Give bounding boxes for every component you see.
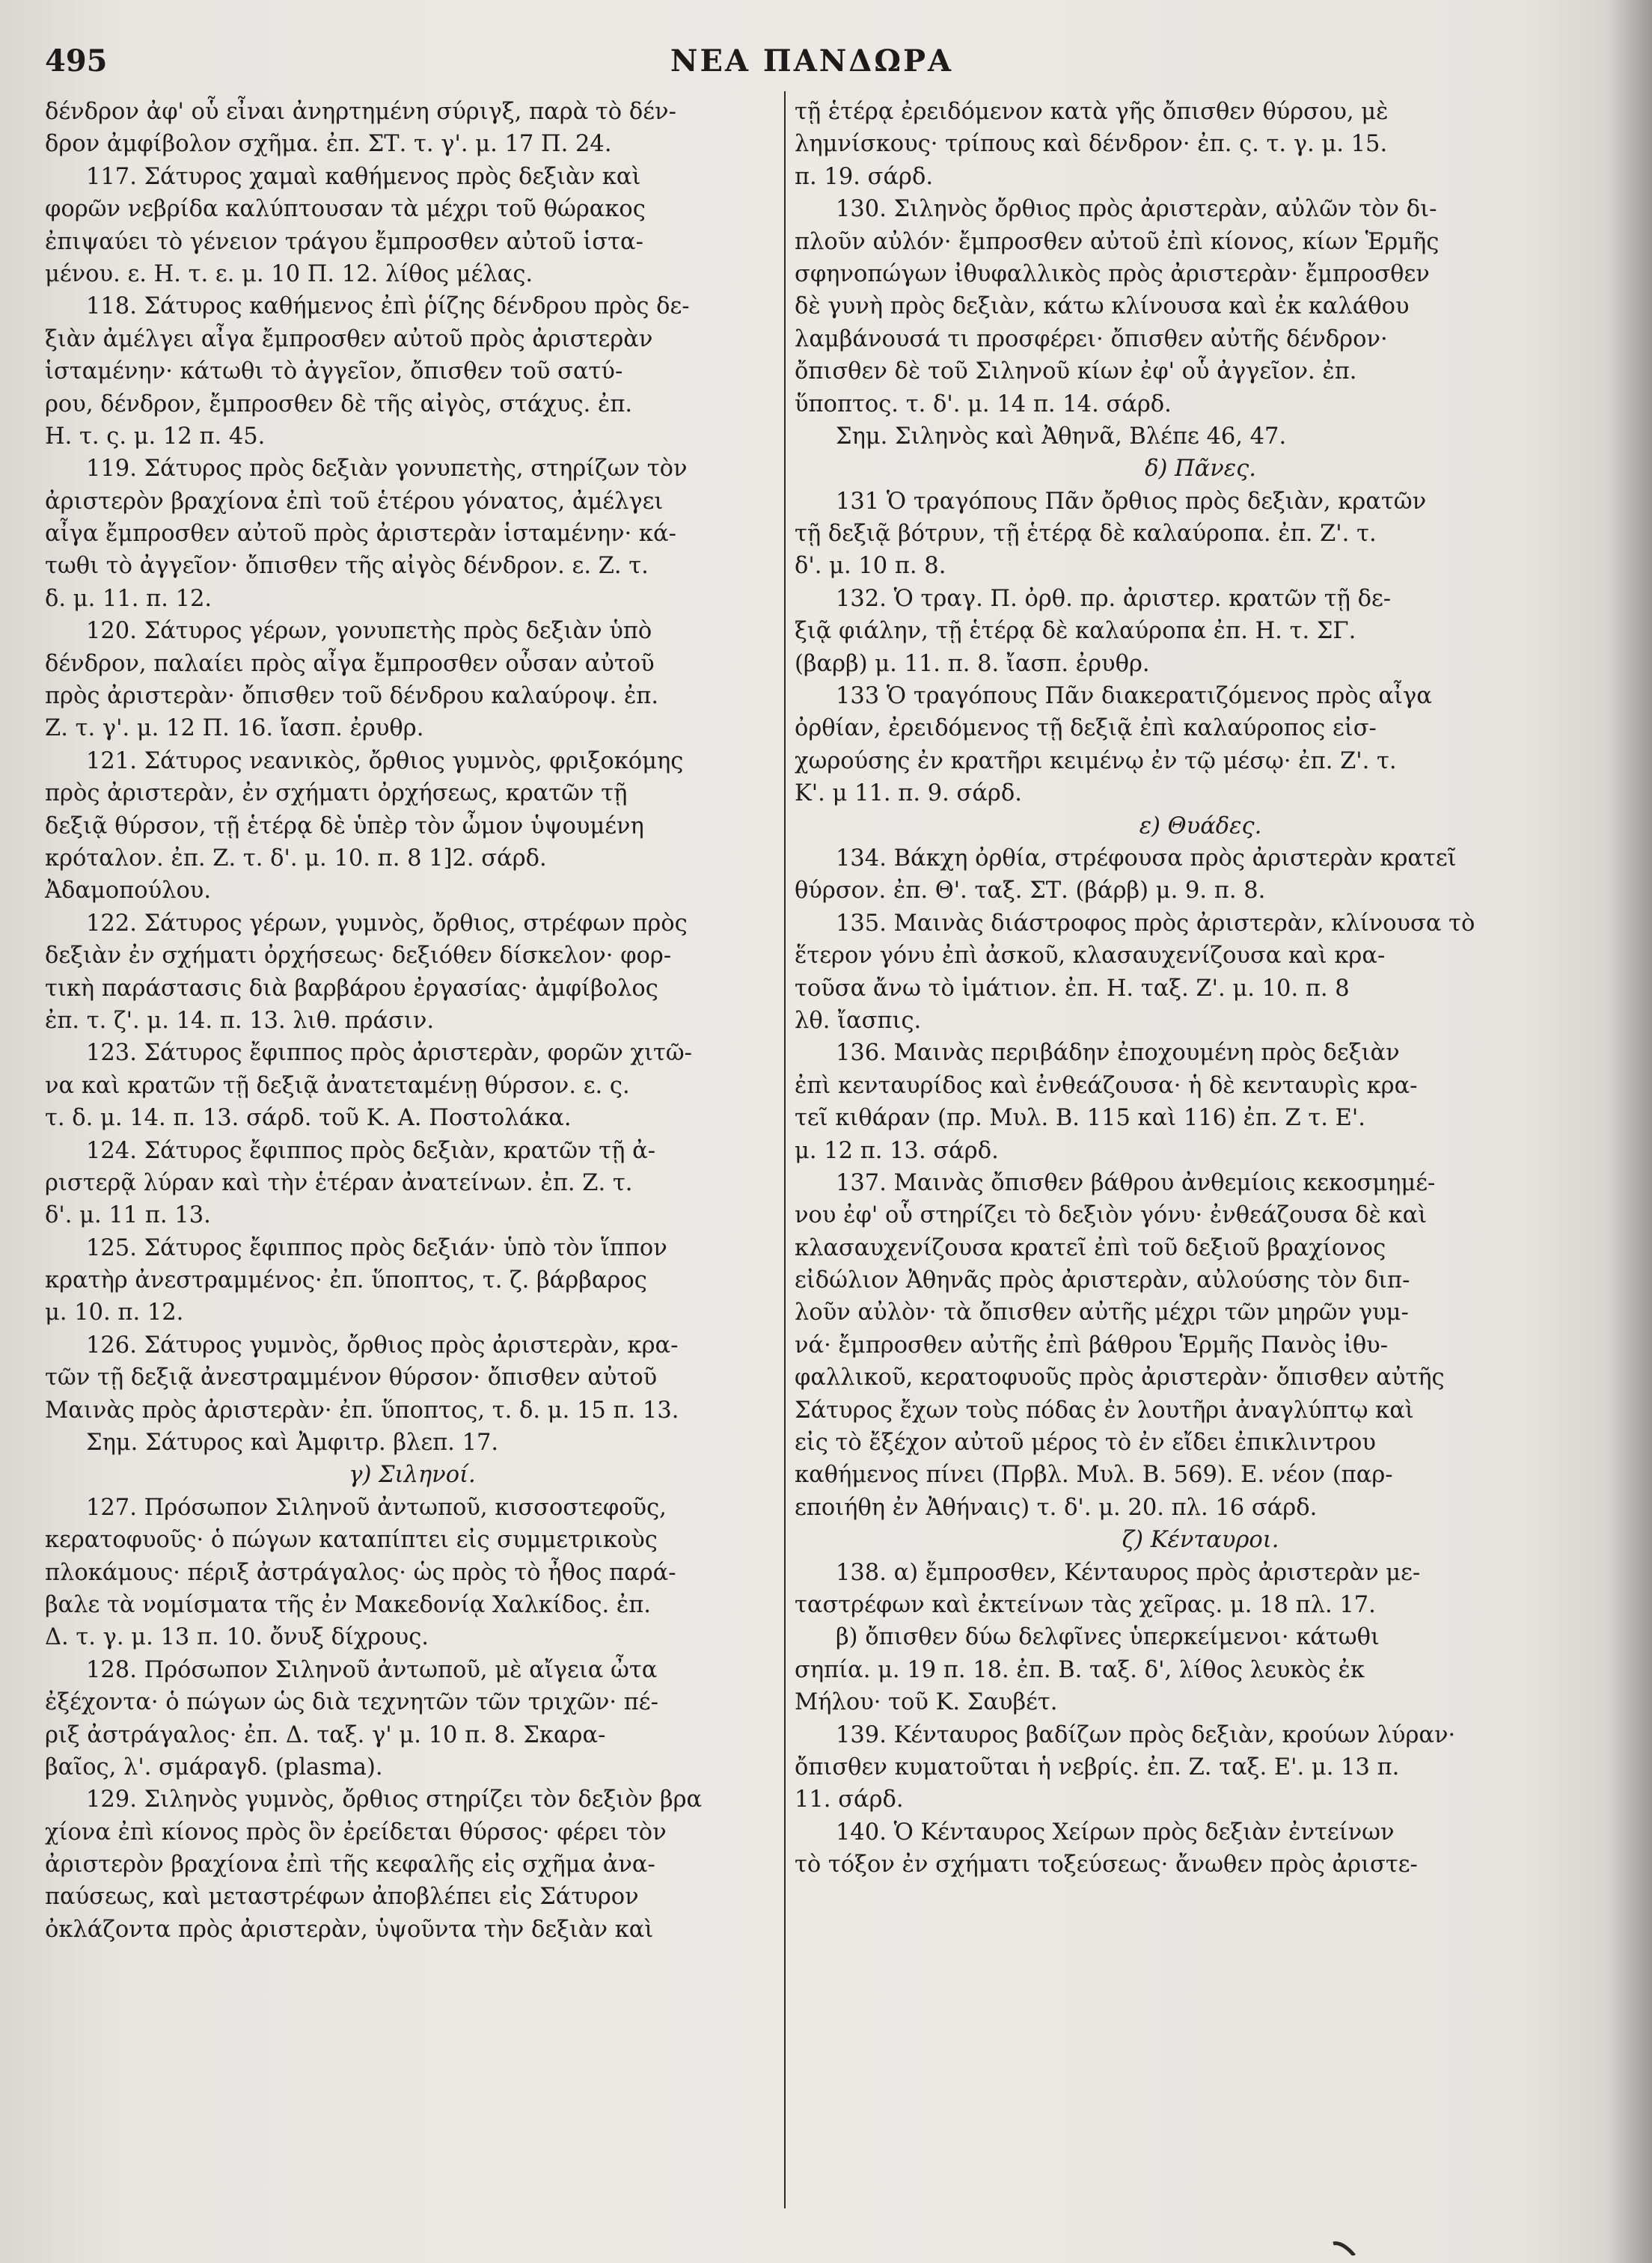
text-line: κρόταλον. ἐπ. Ζ. τ. δ'. μ. 10. π. 8 1]2. σάρδ. — [45, 845, 547, 872]
text-line: πρὸς ἀριστερὰν· ὄπισθεν τοῦ δένδρου καλαύροψ. ἐπ. — [45, 683, 659, 710]
text-line: βαῖος, λ'. σμάραγδ. (plasma). — [45, 1754, 383, 1780]
text-line: πλοῦν αὐλόν· ἔμπροσθεν αὐτοῦ ἐπὶ κίονος, κίων Ἑρμῆς — [795, 228, 1440, 255]
text-line: εποιήθη ἐν Ἀθήναις) τ. δ'. μ. 20. πλ. 16 σάρδ. — [795, 1494, 1318, 1521]
text-line: δρον ἀμφίβολον σχῆμα. ἐπ. ΣΤ. τ. γ'. μ. 17 Π. 24. — [45, 131, 612, 158]
text-line: Μαινὰς πρὸς ἀριστερὰν· ἐπ. ὕποπτος, τ. δ. μ. 15 π. 13. — [45, 1397, 679, 1424]
page-number: 495 — [45, 43, 108, 79]
text-line: νά· ἔμπροσθεν αὐτῆς ἐπὶ βάθρου Ἑρμῆς Πανὸς ἰθυ- — [795, 1332, 1389, 1359]
text-line: ξιᾷ φιάλην, τῇ ἑτέρᾳ δὲ καλαύροπα ἐπ. Η. τ. ΣΓ. — [795, 618, 1356, 645]
text-line: ἀριστερὸν βραχίονα ἐπὶ τοῦ ἑτέρου γόνατος, ἀμέλγει — [45, 488, 664, 515]
text-line: ὀκλάζοντα πρὸς ἀριστερὰν, ὑψοῦντα τὴν δεξιὰν καὶ — [45, 1916, 654, 1943]
text-line: (βαρβ) μ. 11. π. 8. ἴασπ. ἐρυθρ. — [795, 650, 1150, 677]
text-line: ἐπιψαύει τὸ γένειον τράγου ἔμπροσθεν αὐτοῦ ἱστα- — [45, 228, 643, 255]
text-line: μένου. ε. Η. τ. ε. μ. 10 Π. 12. λίθος μέλας. — [45, 260, 533, 287]
text-line: σφηνοπώγων ἰθυφαλλικὸς πρὸς ἀριστερὰν· ἔμπροσθεν — [795, 260, 1430, 287]
text-line: 11. σάρδ. — [795, 1786, 904, 1813]
page-header — [45, 43, 1579, 88]
text-line: δεξιὰν ἐν σχήματι ὀρχήσεως· δεξιόθεν δίσκελον· φορ- — [45, 943, 672, 970]
text-line: τοῦσα ἄνω τὸ ἱμάτιον. ἐπ. Η. ταξ. Ζ'. μ. 10. π. 8 — [795, 975, 1350, 1002]
text-line: θύρσον. ἐπ. Θ'. ταξ. ΣΤ. (βάρβ) μ. 9. π. 8. — [795, 878, 1266, 904]
text-line: δένδρον ἀφ' οὗ εἶναι ἀνηρτημένη σύριγξ, παρὰ τὸ δέν- — [45, 99, 676, 125]
text-line: 128. Πρόσωπον Σιληνοῦ ἀντωποῦ, μὲ αἴγεια ὦτα — [86, 1656, 658, 1683]
text-line: τικὴ παράστασις διὰ βαρβάρου ἐργασίας· ἀμφίβολος — [45, 975, 658, 1002]
text-line: λθ. ἴασπις. — [795, 1007, 922, 1034]
text-line: 132. Ὁ τραγ. Π. ὀρθ. πρ. ἀριστερ. κρατῶν τῇ δε- — [836, 585, 1392, 612]
text-line: Σημ. Σιληνὸς καὶ Ἀθηνᾶ, Βλέπε 46, 47. — [836, 423, 1287, 450]
text-line: δ'. μ. 10 π. 8. — [795, 553, 946, 580]
text-line: δ'. μ. 11 π. 13. — [45, 1202, 211, 1229]
text-line: 127. Πρόσωπον Σιληνοῦ ἀντωποῦ, κισσοστεφοῦς, — [86, 1494, 667, 1521]
text-line: 133 Ὁ τραγόπους Πᾶν διακερατιζόμενος πρὸς αἶγα — [836, 683, 1432, 710]
text-line: Ζ. τ. γ'. μ. 12 Π. 16. ἴασπ. ἐρυθρ. — [45, 715, 424, 742]
text-line: κλασαυχενίζουσα κρατεῖ ἐπὶ τοῦ δεξιοῦ βραχίονος — [795, 1234, 1386, 1261]
ink-mark-icon — [1332, 2226, 1362, 2256]
text-line: 139. Κένταυρος βαδίζων πρὸς δεξιὰν, κρούων λύραν· — [836, 1721, 1456, 1748]
text-line: 136. Μαινὰς περιβάδην ἐποχουμένη πρὸς δεξιὰν — [836, 1040, 1400, 1067]
text-line: δὲ γυνὴ πρὸς δεξιὰν, κάτω κλίνουσα καὶ ἐκ καλάθου — [795, 293, 1410, 320]
text-line: λημνίσκους· τρίπους καὶ δένδρον· ἐπ. ς. τ. γ. μ. 15. — [795, 131, 1388, 158]
text-line: λοῦν αὐλὸν· τὰ ὄπισθεν αὐτῆς μέχρι τῶν μηρῶν γυμ- — [795, 1299, 1409, 1326]
text-line: λαμβάνουσά τι προσφέρει· ὄπισθεν αὐτῆς δένδρον· — [795, 325, 1388, 352]
text-line: καθήμενος πίνει (Πρβλ. Μυλ. Β. 569). Ε. νέον (παρ- — [795, 1462, 1393, 1489]
text-line: χίονα ἐπὶ κίονος πρὸς ὃν ἐρείδεται θύρσος· φέρει τὸν — [45, 1819, 667, 1846]
text-line: κρατὴρ ἀνεστραμμένος· ἐπ. ὕποπτος, τ. ζ. βάρβαρος — [45, 1267, 647, 1294]
text-line: 131 Ὁ τραγόπους Πᾶν ὄρθιος πρὸς δεξιὰν, κρατῶν — [836, 488, 1427, 515]
text-line: 126. Σάτυρος γυμνὸς, ὄρθιος πρὸς ἀριστερὰν, κρα- — [86, 1332, 679, 1359]
text-line: φορῶν νεβρίδα καλύπτουσαν τὰ μέχρι τοῦ θώρακος — [45, 196, 646, 223]
text-line: τῇ ἑτέρᾳ ἐρειδόμενον κατὰ γῆς ὄπισθεν θύρσου, μὲ — [795, 99, 1389, 125]
text-line: Κ'. μ 11. π. 9. σάρδ. — [795, 780, 1022, 807]
text-line: ρου, δένδρον, ἔμπροσθεν δὲ τῆς αἰγὸς, στάχυς. ἐπ. — [45, 391, 633, 417]
text-line: μ. 12 π. 13. σάρδ. — [795, 1137, 999, 1164]
text-line: 124. Σάτυρος ἔφιππος πρὸς δεξιὰν, κρατῶν τῇ ἀ- — [86, 1137, 656, 1164]
text-line: 138. α) ἔμπροσθεν, Κένταυρος πρὸς ἀριστερὰν με- — [836, 1559, 1421, 1586]
text-line: βαλε τὰ νομίσματα τῆς ἐν Μακεδονίᾳ Χαλκίδος. ἐπ. — [45, 1591, 652, 1618]
text-line: δεξιᾷ θύρσον, τῇ ἑτέρᾳ δὲ ὑπὲρ τὸν ὦμον ὑψουμένη — [45, 812, 644, 839]
text-line: ριξ ἀστράγαλος· ἐπ. Δ. ταξ. γ' μ. 10 π. 8. Σκαρα- — [45, 1721, 606, 1748]
text-line: ὄπισθεν κυματοῦται ἡ νεβρίς. ἐπ. Ζ. ταξ. Ε'. μ. 13 π. — [795, 1754, 1400, 1780]
text-line: 135. Μαινὰς διάστροφος πρὸς ἀριστερὰν, κλίνουσα τὸ — [836, 910, 1475, 937]
text-line: τῇ δεξιᾷ βότρυν, τῇ ἑτέρᾳ δὲ καλαύροπα. ἐπ. Ζ'. τ. — [795, 521, 1377, 548]
left-column — [45, 96, 780, 1946]
column-divider — [784, 91, 786, 2208]
text-line: κερατοφυοῦς· ὁ πώγων καταπίπτει εἰς συμμετρικοὺς — [45, 1527, 658, 1554]
text-line: 122. Σάτυρος γέρων, γυμνὸς, ὄρθιος, στρέφων πρὸς — [86, 910, 688, 937]
text-line: ριστερᾷ λύραν καὶ τὴν ἑτέραν ἀνατείνων. ἐπ. Ζ. τ. — [45, 1169, 633, 1196]
text-line: τὸ τόξον ἐν σχήματι τοξεύσεως· ἄνωθεν πρὸς ἀριστε- — [795, 1852, 1418, 1878]
text-line: ὕποπτος. τ. δ'. μ. 14 π. 14. σάρδ. — [795, 391, 1172, 417]
text-line: μ. 10. π. 12. — [45, 1299, 184, 1326]
text-line: σηπία. μ. 19 π. 18. ἐπ. Β. ταξ. δ', λίθος λευκὸς ἐκ — [795, 1656, 1365, 1683]
text-line: 137. Μαινὰς ὄπισθεν βάθρου ἀνθεμίοις κεκοσμημέ- — [836, 1169, 1436, 1196]
text-line: Μήλου· τοῦ Κ. Σαυβέτ. — [795, 1689, 1058, 1716]
text-line: 119. Σάτυρος πρὸς δεξιὰν γονυπετὴς, στηρίζων τὸν — [86, 456, 688, 483]
text-line: β) ὄπισθεν δύω δελφῖνες ὑπερκείμενοι· κάτωθι — [836, 1624, 1380, 1651]
text-line: 134. Βάκχη ὀρθία, στρέφουσα πρὸς ἀριστερὰν κρατεῖ — [836, 845, 1457, 872]
text-line: 130. Σιληνὸς ὄρθιος πρὸς ἀριστερὰν, αὐλῶν τὸν δι- — [836, 196, 1437, 223]
text-line: δ. μ. 11. π. 12. — [45, 585, 212, 612]
text-line: ἀριστερὸν βραχίονα ἐπὶ τῆς κεφαλῆς εἰς σχῆμα ἀνα- — [45, 1852, 655, 1878]
text-line: τωθι τὸ ἀγγεῖον· ὄπισθεν τῆς αἰγὸς δένδρον. ε. Ζ. τ. — [45, 553, 649, 580]
text-line: ἐξέχοντα· ὁ πώγων ὡς διὰ τεχνητῶν τῶν τριχῶν· πέ- — [45, 1689, 658, 1716]
text-line: 129. Σιληνὸς γυμνὸς, ὄρθιος στηρίζει τὸν δεξιὸν βρα — [86, 1786, 703, 1813]
text-line: ἕτερον γόνυ ἐπὶ ἀσκοῦ, κλασαυχενίζουσα καὶ κρα- — [795, 943, 1386, 970]
text-line: τ. δ. μ. 14. π. 13. σάρδ. τοῦ Κ. Α. Ποστολάκα. — [45, 1105, 572, 1132]
text-line: ἐπ. τ. ζ'. μ. 14. π. 13. λιθ. πράσιν. — [45, 1007, 435, 1034]
text-line: ἱσταμένην· κάτωθι τὸ ἀγγεῖον, ὄπισθεν τοῦ σατύ- — [45, 358, 623, 385]
text-line: Σάτυρος ἔχων τοὺς πόδας ἐν λουτῆρι ἀναγλύπτῳ καὶ — [795, 1397, 1414, 1424]
text-line: να καὶ κρατῶν τῇ δεξιᾷ ἀνατεταμένῃ θύρσον. ε. ς. — [45, 1072, 630, 1099]
text-line: χωρούσης ἐν κρατῆρι κειμένῳ ἐν τῷ μέσῳ· ἐπ. Ζ'. τ. — [795, 747, 1397, 774]
text-line: πλοκάμους· πέριξ ἀστράγαλος· ὡς πρὸς τὸ ἦθος παρά- — [45, 1559, 676, 1586]
text-line: π. 19. σάρδ. — [795, 163, 934, 190]
section-heading: ε) Θυάδες. — [1139, 812, 1262, 839]
text-line: 123. Σάτυρος ἔφιππος πρὸς ἀριστερὰν, φορῶν χιτῶ- — [86, 1040, 692, 1067]
text-line: ὄπισθεν δὲ τοῦ Σιληνοῦ κίων ἐφ' οὗ ἀγγεῖον. ἐπ. — [795, 358, 1357, 385]
text-line: 140. Ὁ Κένταυρος Χείρων πρὸς δεξιὰν ἐντείνων — [836, 1819, 1395, 1846]
text-line: εἰς τὸ ἔξέχον αὐτοῦ μέρος τὸ ἐν εἴδει ἐπικλιντρου — [795, 1430, 1376, 1457]
text-line: ξιὰν ἀμέλγει αἶγα ἔμπροσθεν αὐτοῦ πρὸς ἀριστερὰν — [45, 325, 653, 352]
running-title: ΝΕΑ ΠΑΝΔΩΡΑ — [670, 43, 954, 79]
section-heading: ζ) Κένταυροι. — [1122, 1527, 1279, 1554]
text-line: Σημ. Σάτυρος καὶ Ἀμφιτρ. βλεπ. 17. — [86, 1430, 499, 1457]
section-heading: γ) Σιληνοί. — [349, 1462, 476, 1489]
text-line: ταστρέφων καὶ ἐκτείνων τὰς χεῖρας. μ. 18 πλ. 17. — [795, 1591, 1376, 1618]
section-heading: δ) Πᾶνες. — [1145, 456, 1256, 483]
text-line: ὀρθίαν, ἐρειδόμενος τῇ δεξιᾷ ἐπὶ καλαύροπος εἰσ- — [795, 715, 1377, 742]
text-line: Δ. τ. γ. μ. 13 π. 10. ὄνυξ δίχρους. — [45, 1624, 429, 1651]
text-line: 121. Σάτυρος νεανικὸς, ὄρθιος γυμνὸς, φριξοκόμης — [86, 747, 684, 774]
text-line: 120. Σάτυρος γέρων, γονυπετὴς πρὸς δεξιὰν ὑπὸ — [86, 618, 652, 645]
binding-shadow — [1607, 0, 1652, 2263]
text-line: 125. Σάτυρος ἔφιππος πρὸς δεξιάν· ὑπὸ τὸν ἵππον — [86, 1234, 667, 1261]
text-line: παύσεως, καὶ μεταστρέφων ἀποβλέπει εἰς Σάτυρον — [45, 1884, 639, 1911]
text-line: τεῖ κιθάραν (πρ. Μυλ. Β. 115 καὶ 116) ἐπ. Ζ τ. Ε'. — [795, 1105, 1365, 1132]
text-line: Η. τ. ς. μ. 12 π. 45. — [45, 423, 266, 450]
text-line: νου ἐφ' οὗ στηρίζει τὸ δεξιὸν γόνυ· ἐνθεάζουσα δὲ καὶ — [795, 1202, 1428, 1229]
right-column — [795, 96, 1606, 1881]
text-line: Ἀδαμοπούλου. — [45, 878, 212, 904]
text-line: αἶγα ἔμπροσθεν αὐτοῦ πρὸς ἀριστερὰν ἱσταμένην· κά- — [45, 521, 676, 548]
text-line: δένδρον, παλαίει πρὸς αἶγα ἔμπροσθεν οὖσαν αὐτοῦ — [45, 650, 655, 677]
text-line: 117. Σάτυρος χαμαὶ καθήμενος πρὸς δεξιὰν καὶ — [86, 163, 641, 190]
text-line: 118. Σάτυρος καθήμενος ἐπὶ ῥίζης δένδρου πρὸς δε- — [86, 293, 690, 320]
text-line: φαλλικοῦ, κερατοφυοῦς πρὸς ἀριστερὰν· ὄπισθεν αὐτῆς — [795, 1365, 1445, 1391]
text-line: ἐπὶ κενταυρίδος καὶ ἐνθεάζουσα· ἡ δὲ κενταυρὶς κρα- — [795, 1072, 1418, 1099]
text-line: τῶν τῇ δεξιᾷ ἀνεστραμμένον θύρσον· ὄπισθεν αὐτοῦ — [45, 1365, 658, 1391]
text-line: εἰδώλιον Ἀθηνᾶς πρὸς ἀριστερὰν, αὐλούσης τὸν διπ- — [795, 1267, 1410, 1294]
text-line: πρὸς ἀριστερὰν, ἐν σχήματι ὀρχήσεως, κρατῶν τῇ — [45, 780, 628, 807]
